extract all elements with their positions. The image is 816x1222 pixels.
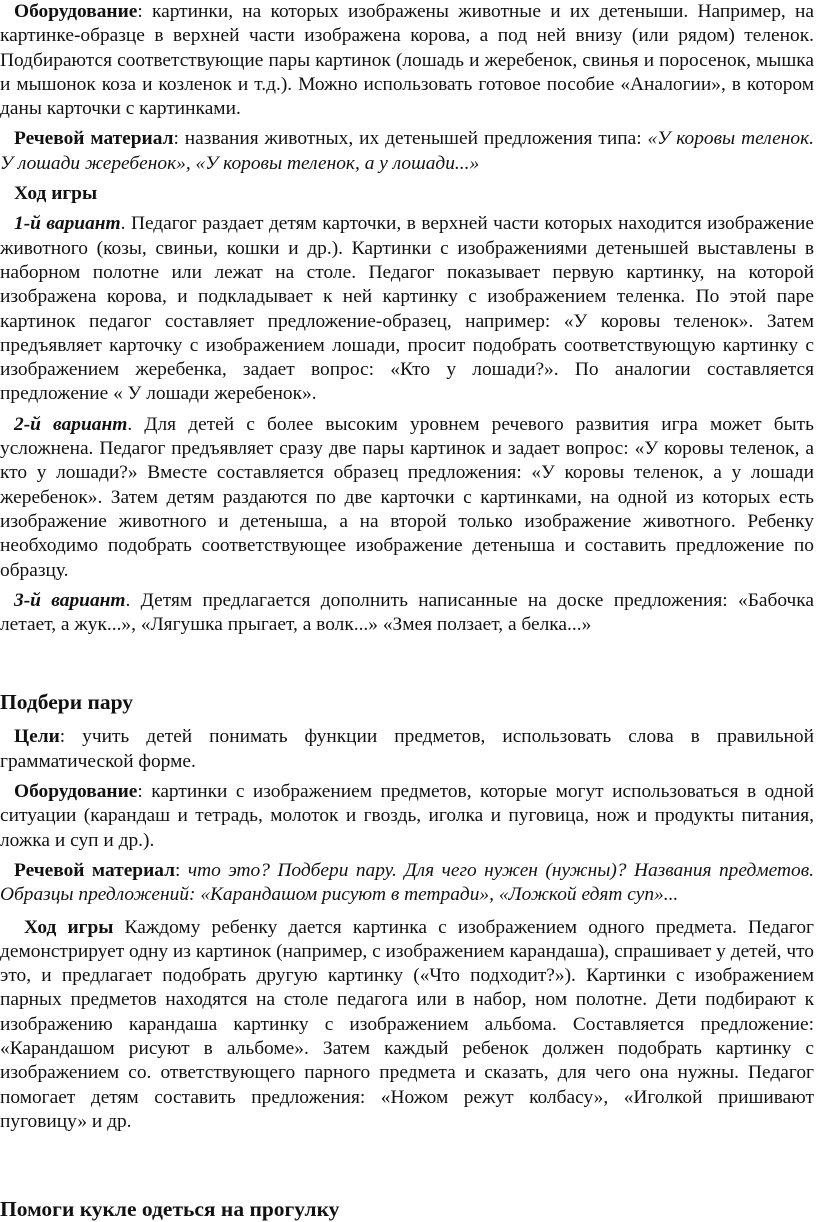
section-title-help-doll: Помоги кукле одеться на прогулку bbox=[0, 1197, 340, 1222]
text-variant-1: . Педагог раздает детям карточки, в верхней части которых находится изображение животного (козы, свиньи, кошки и др.). Картинки с изображениями детенышей выставлены в наборном полотне или лежат на столе. Педагог показывает первую картинку, на которой изображена корова, и подкладывает к ней картинку с изображением теленка. По этой паре картинок педагог составляет предложение-образец, например: «У коровы теленок». Затем предъявляет карточку с изображением лошади, просит подобрать соответствующую картинку с изображением жеребенка, задает вопрос: «Кто у лошади?». По аналогии составляется предложение « У лошади жеребенок». bbox=[0, 213, 814, 405]
paragraph-speech-material bbox=[0, 127, 814, 176]
text-variant-2: . Для детей с более высоким уровнем речевого развития игра может быть усложнена. Педагог предъявляет сразу две пары картинок и задает вопрос: «У коровы теленок, а кто у лошади?» Вместе составляется образец предложения: «У коровы теленок, а у лошади жеребенок». Затем детям раздаются по две карточки с картинками, на одной из которых есть изображение животного и детеныша, а на второй только изображение животного. Ребенку необходимо подобрать соответствующее изображение детеныша и составить предложение по образцу. bbox=[0, 413, 814, 581]
label-speech-material: Речевой материал bbox=[14, 128, 174, 150]
label-equipment: Оборудование bbox=[14, 1, 138, 22]
paragraph-speech-material-2 bbox=[0, 859, 814, 908]
text-speech-examples: «У коровы теленок. У лошади жеребенок», «У коровы теленок, а у лошади...» bbox=[0, 128, 814, 174]
paragraph-variant-2 bbox=[0, 413, 814, 583]
text-goals: : учить детей понимать функции предметов, использовать слова в правильной грамматической форме. bbox=[0, 726, 814, 772]
paragraph-variant-3 bbox=[0, 589, 814, 638]
paragraph-equipment-2 bbox=[0, 780, 814, 853]
paragraph-equipment bbox=[0, 0, 814, 121]
label-speech-material-2: Речевой материал bbox=[14, 859, 176, 881]
text-game-course-2: Каждому ребенку дается картинка с изображением одного предмета. Педагог демонстрирует одну из картинок (например, с изображением карандаша), спрашивает у детей, что это, и предлагает подобрать другую картинку («Что подходит?»). Картинки с изображением парных предметов находятся на столе педагога или в набор, ном полотне. Дети подбирают к изображению карандаша картинку с изображением альбома. Составляется предложение: «Карандашом рисуют в альбоме». Затем каждый ребенок должен подобрать картинку с изображением со. ответствующего парного предмета и сказать, для чего она нужны. Педагог помогает детям составить предложения: «Ножом режут колбасу», «Иголкой пришивают пуговицу» и др. bbox=[0, 916, 814, 1132]
separator-speech-material-2: : bbox=[175, 859, 188, 881]
text-equipment: : картинки, на которых изображены животные и их детеныши. Например, на картинке-образце в верхней части изображена корова, а под ней внизу (или рядом) теленок. Подбираются соответствующие пары картинок (лошадь и жеребенок, свинья и поросенок, мышка и мышонок коза и козленок и т.д.). Можно использовать готовое пособие «Аналогии», в котором даны карточки с картинками. bbox=[0, 1, 814, 120]
text-speech-material-2: что это? Подбери пару. Для чего нужен (нужны)? Названия предметов. Образцы предложений: «Карандашом рисуют в тетради», «Ложкой едят суп»... bbox=[0, 859, 814, 906]
label-variant-1: 1-й вариант bbox=[14, 213, 121, 235]
label-goals: Цели bbox=[14, 726, 60, 748]
label-variant-2: 2-й вариант bbox=[14, 413, 128, 435]
label-equipment-2: Оборудование bbox=[14, 781, 138, 803]
text-equipment-2: : картинки с изображением предметов, которые могут использоваться в одной ситуации (карандаш и тетрадь, молоток и гвоздь, иголка и пуговица, нож и продукты питания, ложка и суп и др.). bbox=[0, 781, 814, 851]
label-game-course-2: Ход игры bbox=[24, 916, 114, 938]
heading-game-course: Ход игры bbox=[14, 183, 98, 205]
text-speech-material: : названия животных, их детенышей предложения типа: bbox=[173, 128, 648, 150]
section-title-pick-pair: Подбери пару bbox=[0, 690, 134, 715]
text-variant-3: . Детям предлагается дополнить написанные на доске предложения: «Бабочка летает, а жук...», «Лягушка прыгает, а волк...» «Змея ползает, а белка...» bbox=[0, 589, 814, 636]
label-variant-3: 3-й вариант bbox=[14, 589, 126, 611]
paragraph-game-course-2 bbox=[0, 916, 814, 1135]
paragraph-variant-1 bbox=[0, 212, 814, 406]
paragraph-goals bbox=[0, 725, 814, 774]
